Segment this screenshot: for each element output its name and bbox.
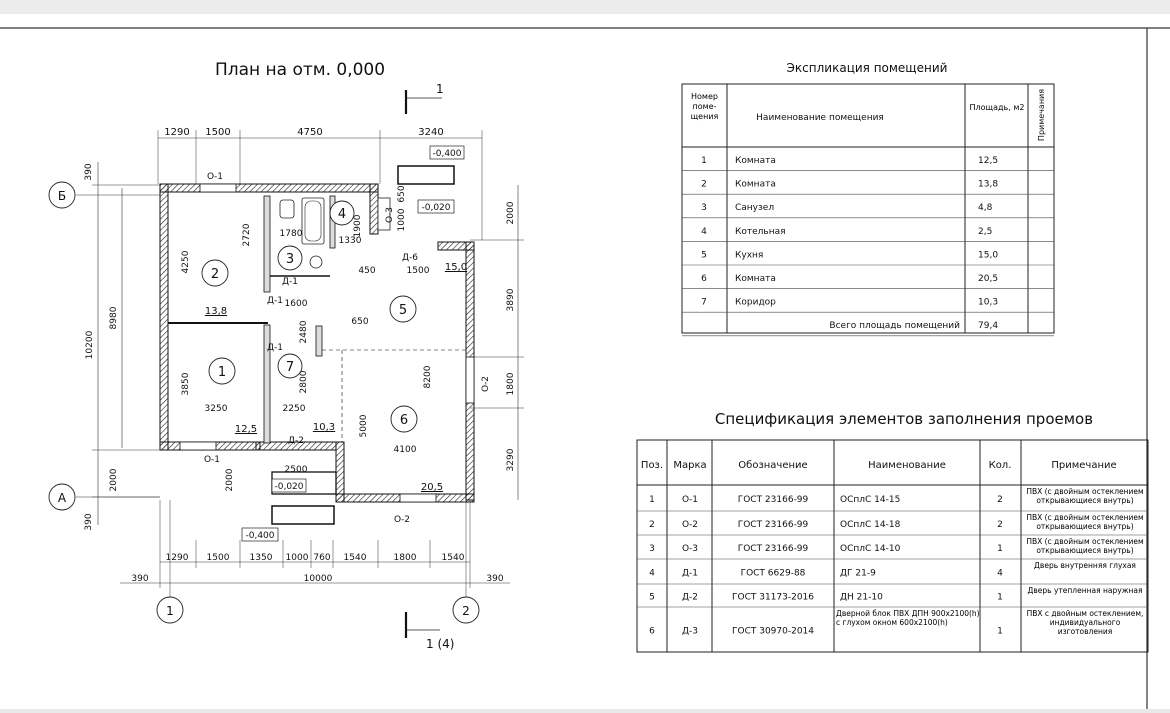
spec-cell: 4: [997, 568, 1003, 579]
dim-bot-6: 1540: [343, 553, 367, 563]
dim-left-5: 390: [84, 513, 94, 531]
inner-dim-2000: 2000: [225, 468, 235, 492]
spec-cell: ОСплС 14-15: [840, 495, 901, 505]
dim-bot-4: 1000: [285, 553, 309, 563]
level-4: -0,400: [245, 531, 275, 541]
spec-header-pos: Поз.: [640, 460, 664, 471]
spec-cell: 1: [997, 592, 1003, 603]
spec-header-notes: Примечание: [1051, 460, 1117, 471]
dim-right-4: 3290: [506, 448, 516, 472]
dim-top-1: 1290: [164, 127, 190, 138]
dim-right-2: 3890: [506, 288, 516, 312]
spec-cell: ПВХ (с двойным остеклением открывающиеся внутрь): [1026, 487, 1144, 505]
spec-cell: Дверь внутренняя глухая: [1034, 561, 1136, 570]
spec-cell: Дверь утепленная наружная: [1027, 586, 1143, 595]
spec-cell: О-2: [681, 520, 699, 530]
expl-cell: 20,5: [978, 274, 999, 284]
inner-dim-3850: 3850: [181, 372, 191, 396]
inner-dim-2480: 2480: [299, 320, 309, 344]
dim-bot-8: 1540: [441, 553, 465, 563]
expl-cell: 15,0: [978, 250, 999, 261]
dim-left-3: 10200: [85, 330, 95, 360]
inner-dim-1600: 1600: [284, 299, 308, 309]
spec-cell: Д-2: [681, 592, 699, 603]
inner-dim-4100: 4100: [393, 445, 417, 455]
dim-left-4: 2000: [109, 468, 119, 492]
spec-cell: Д-1: [681, 568, 699, 579]
expl-header-name: Наименование помещения: [756, 113, 884, 123]
expl-cell: 2,5: [978, 226, 993, 237]
dim-bot-5: 760: [313, 553, 331, 563]
spec-cell: ГОСТ 23166-99: [737, 520, 809, 530]
expl-cell: 1: [701, 156, 707, 166]
dim-top-3: 4750: [297, 127, 323, 138]
spec-cell: Дверной блок ПВХ ДПН 900х2100(h) с глухом окном 600х2100(h): [836, 609, 980, 627]
spec-header-qty: Кол.: [988, 460, 1012, 471]
spec-cell: 4: [649, 568, 655, 579]
label-d1-a: Д-1: [281, 277, 299, 287]
expl-cell: Санузел: [735, 203, 775, 214]
level-2: -0,020: [421, 203, 451, 213]
spec-header-name: Наименование: [868, 460, 946, 471]
inner-dim-2720: 2720: [242, 223, 252, 247]
inner-dim-650b: 650: [351, 317, 369, 327]
expl-cell: Кухня: [735, 250, 764, 261]
plan-title: План на отм. 0,000: [214, 60, 386, 80]
expl-cell: 7: [701, 297, 707, 308]
spec-cell: 2: [997, 495, 1003, 505]
inner-dim-2250: 2250: [282, 404, 306, 414]
dim-top-2: 1500: [205, 127, 231, 138]
axis-2-label: 2: [462, 604, 470, 618]
expl-cell: Комната: [735, 156, 776, 166]
level-3: -0,020: [274, 482, 304, 492]
dim-left-1: 390: [84, 163, 94, 181]
dim-bot-3: 1350: [249, 553, 273, 563]
expl-cell: 3: [701, 203, 707, 214]
spec-cell: ДГ 21-9: [840, 568, 876, 579]
label-o1-top: О-1: [206, 172, 224, 182]
inner-dim-650: 650: [397, 185, 407, 203]
dim-bot-1: 1290: [165, 553, 189, 563]
dim-right-1: 2000: [506, 201, 516, 225]
spec-cell: ПВХ (с двойным остеклением открывающиеся внутрь): [1026, 537, 1144, 555]
expl-cell: Комната: [735, 274, 776, 284]
section-label-bottom: 1 (4): [426, 637, 455, 651]
dim-bot-7: 1800: [393, 553, 417, 563]
spec-header-mark: Марка: [673, 460, 707, 471]
spec-cell: ГОСТ 23166-99: [737, 495, 809, 505]
area-room-5: 15,0: [444, 262, 468, 273]
spec-cell: ГОСТ 31173-2016: [732, 592, 814, 603]
room-num-5: 5: [398, 303, 408, 318]
section-label-top: 1: [436, 82, 444, 96]
expl-header-num: Номер поме- щения: [690, 92, 719, 121]
expl-total-label: Всего площадь помещений: [829, 321, 960, 331]
inner-dim-4250: 4250: [181, 250, 191, 274]
spec-cell: 5: [649, 592, 655, 603]
level-1: -0,400: [432, 149, 462, 159]
expl-total-value: 79,4: [978, 321, 999, 331]
dim-bot-total: 10000: [303, 574, 333, 584]
dim-bot-left: 390: [131, 574, 149, 584]
spec-cell: 2: [997, 520, 1003, 530]
dim-left-2: 8980: [109, 306, 119, 330]
spec-cell: 1: [997, 544, 1003, 554]
label-o2-right: О-2: [481, 375, 491, 393]
room-num-3: 3: [285, 252, 295, 267]
axis-b-label: Б: [57, 189, 67, 203]
label-o1-bottom: О-1: [203, 455, 221, 465]
inner-dim-5000: 5000: [359, 414, 369, 438]
expl-cell: 2: [701, 179, 707, 190]
expl-cell: Котельная: [735, 226, 786, 237]
spec-header-designation: Обозначение: [738, 460, 808, 471]
expl-cell: 12,5: [978, 156, 999, 166]
expl-cell: 6: [701, 274, 707, 284]
area-room-2: 13,8: [204, 306, 228, 317]
inner-dim-8200: 8200: [423, 365, 433, 389]
area-room-7: 10,3: [312, 422, 336, 433]
expl-cell: Коридор: [735, 297, 776, 308]
expl-cell: 4: [701, 226, 707, 237]
expl-cell: 5: [701, 250, 707, 261]
inner-dim-1000: 1000: [397, 208, 407, 232]
expl-cell: 10,3: [978, 297, 999, 308]
dim-top-4: 3240: [418, 127, 444, 138]
spec-cell: 2: [649, 520, 655, 530]
spec-cell: О-3: [681, 544, 699, 554]
spec-cell: 3: [649, 544, 655, 554]
dim-right-3: 1800: [506, 372, 516, 396]
spec-cell: ПВХ (с двойным остеклением открывающиеся внутрь): [1026, 513, 1144, 531]
inner-dim-2500: 2500: [284, 465, 308, 475]
expl-header-area: Площадь, м2: [969, 103, 1025, 112]
expl-cell: Комната: [735, 179, 776, 190]
room-num-2: 2: [210, 267, 220, 282]
inner-dim-1780: 1780: [279, 229, 303, 239]
spec-cell: 1: [997, 626, 1003, 637]
spec-cell: Д-3: [681, 626, 699, 637]
expl-cell: 13,8: [978, 179, 999, 190]
axis-1-label: 1: [166, 604, 174, 618]
spec-title: Спецификация элементов заполнения проемов: [714, 410, 1094, 428]
spec-cell: ОСплС 14-10: [840, 544, 901, 554]
label-o2-bottom: О-2: [393, 515, 411, 525]
dim-bot-2: 1500: [206, 553, 230, 563]
inner-dim-1900: 1900: [353, 214, 363, 238]
room-num-4: 4: [337, 207, 347, 222]
spec-cell: ПВХ с двойным остеклением, индивидуального изготовления: [1026, 609, 1144, 636]
label-d6: Д-6: [401, 253, 419, 263]
axis-a-label: А: [57, 491, 67, 505]
spec-cell: ГОСТ 23166-99: [737, 544, 809, 554]
expl-cell: 4,8: [978, 203, 993, 214]
spec-cell: ГОСТ 6629-88: [740, 568, 806, 579]
area-room-6: 20,5: [420, 482, 444, 493]
expl-header-notes: Примечания: [1037, 88, 1046, 142]
room-num-6: 6: [399, 413, 409, 428]
room-num-7: 7: [285, 360, 295, 375]
label-d1-c: Д-1: [266, 343, 284, 353]
spec-cell: ОСплС 14-18: [840, 520, 901, 530]
inner-dim-1500: 1500: [406, 266, 430, 276]
spec-cell: О-1: [681, 495, 699, 505]
inner-dim-1330: 1330: [338, 236, 362, 246]
explication-title: Экспликация помещений: [786, 61, 948, 75]
dim-bot-right: 390: [486, 574, 504, 584]
spec-cell: 6: [649, 626, 655, 637]
spec-cell: ГОСТ 30970-2014: [732, 626, 814, 637]
room-num-1: 1: [217, 365, 227, 380]
inner-dim-450: 450: [358, 266, 376, 276]
spec-cell: 1: [649, 495, 655, 505]
label-d2: Д-2: [287, 436, 305, 446]
area-room-1: 12,5: [234, 424, 258, 435]
inner-dim-2800: 2800: [299, 370, 309, 394]
label-d1-b: Д-1: [266, 296, 284, 306]
inner-dim-3250: 3250: [204, 404, 228, 414]
spec-cell: ДН 21-10: [840, 592, 883, 603]
label-o3: О-3: [385, 206, 395, 224]
